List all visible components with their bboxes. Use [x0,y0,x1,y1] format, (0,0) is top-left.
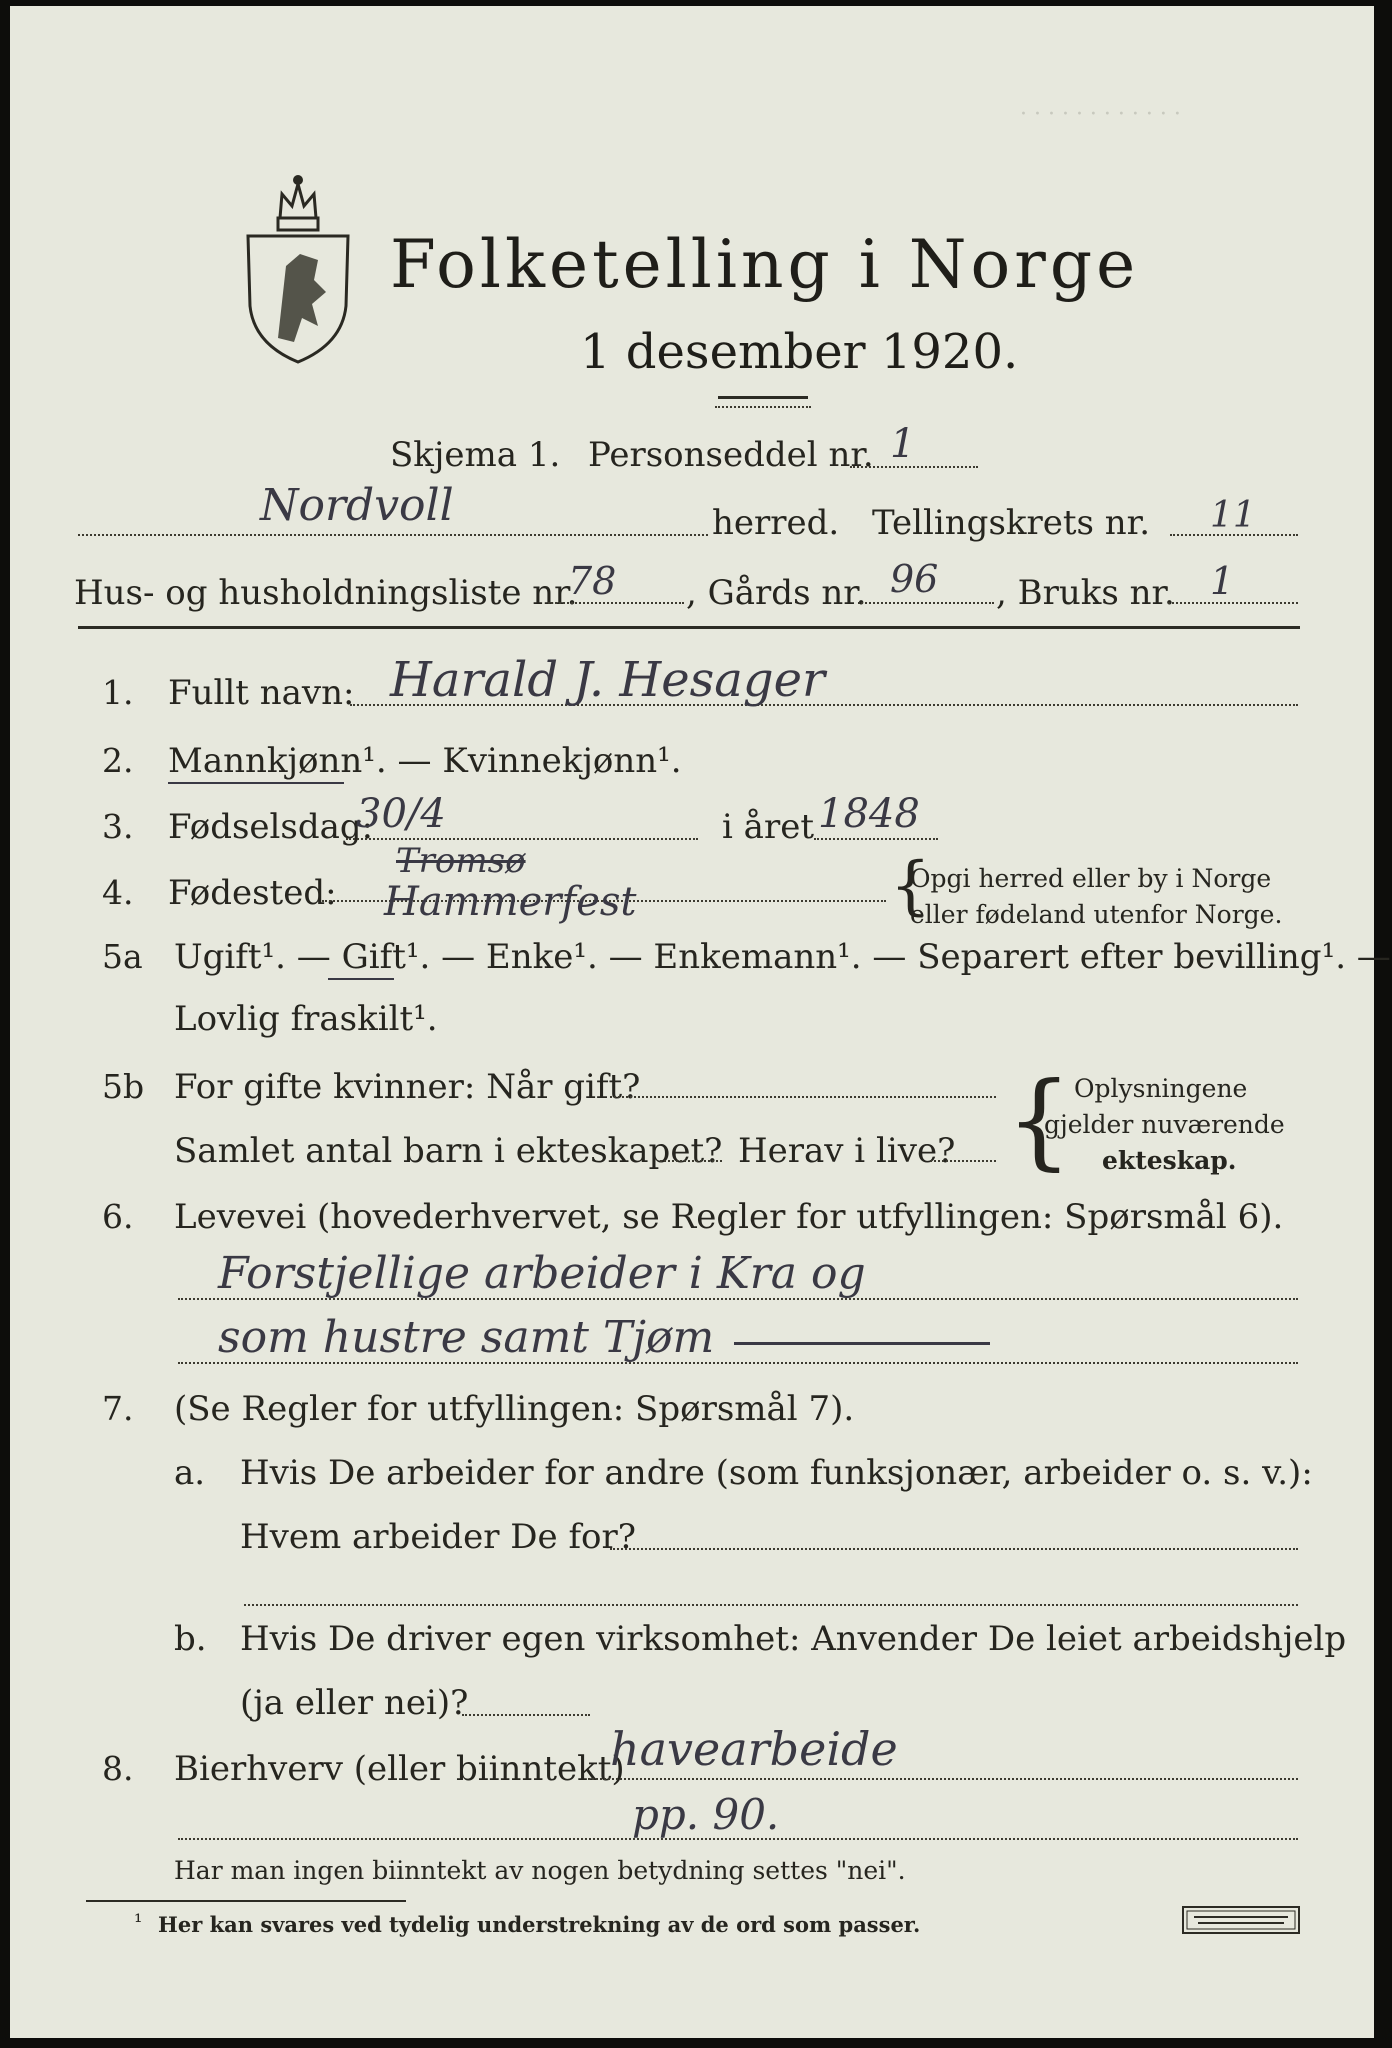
personseddel-value[interactable]: 1 [890,421,916,467]
q7b-letter: b. [174,1619,207,1659]
q7b-line1: Hvis De driver egen virksomhet: Anvender De leiet arbeidshjelp [240,1619,1347,1659]
gards-field[interactable] [858,602,994,604]
husliste-label: Hus- og husholdningsliste nr. [74,573,578,613]
birthplace-note-line1: Opgi herred eller by i Norge [910,864,1272,893]
q4-label: Fødested: [168,873,337,913]
birth-year-field[interactable] [814,838,938,840]
q7b-line2: (ja eller nei)? [240,1683,469,1723]
marriage-note-line1: Oplysningene [1074,1074,1248,1103]
herred-label: herred. [712,503,840,543]
q8-label: Bierhverv (eller biinntekt) [174,1749,625,1789]
census-date: 1 desember 1920. [580,324,1019,380]
children-alive-label: Herav i live? [738,1131,956,1171]
printer-stamp-icon [1182,1906,1300,1934]
married-when-field[interactable] [610,1096,996,1098]
form-title: Folketelling i Norge [390,226,1140,303]
census-form [10,6,1391,2038]
gards-label: , Gårds nr. [686,573,867,613]
husliste-value[interactable]: 78 [568,559,617,603]
birthplace-value[interactable]: Hammerfest [384,879,637,925]
footnote-mark: ¹ [134,1910,143,1934]
q3-label: Fødselsdag: [168,807,374,847]
employer-field[interactable] [610,1548,1298,1550]
birthplace-note-line2: eller fødeland utenfor Norge. [910,900,1283,929]
q6-label: Levevei (hovederhvervet, se Regler for utfyllingen: Spørsmål 6). [174,1197,1284,1237]
marriage-note-line3: ekteskap. [1102,1146,1237,1175]
header-divider [78,626,1300,629]
q2-number: 2. [102,741,134,780]
married-when-label: For gifte kvinner: Når gift? [174,1067,641,1107]
year-label: i året [722,807,814,847]
footnote-divider [86,1900,406,1902]
tellingskrets-label: Tellingskrets nr. [872,503,1151,543]
q8-number: 8. [102,1749,134,1788]
children-total-label: Samlet antal barn i ekteskapet? [174,1131,723,1171]
q3-number: 3. [102,807,134,846]
hired-help-field[interactable] [462,1714,590,1716]
q4-number: 4. [102,873,134,912]
occupation-value-1[interactable]: Forstjellige arbeider i Kra og [218,1248,866,1299]
side-income-field-1[interactable] [588,1778,1298,1780]
q2-options[interactable]: Mannkjønn¹. — Kvinnekjønn¹. [168,741,682,781]
marriage-note-brace: { [1006,1059,1073,1181]
q1-number: 1. [102,673,134,712]
title-divider-dots [715,406,811,408]
q7-label: (Se Regler for utfyllingen: Spørsmål 7). [174,1389,855,1429]
tellingskrets-value[interactable]: 11 [1210,495,1256,536]
employer-field-2[interactable] [244,1604,1298,1606]
birthplace-note-brace: { [890,849,931,923]
bruks-value[interactable]: 1 [1210,559,1235,603]
marital-status-options[interactable]: Ugift¹. — Gift¹. — Enke¹. — Enkemann¹. — Separert efter bevilling¹. — [174,937,1391,977]
children-total-field[interactable] [660,1160,722,1162]
skjema-label: Skjema 1. [390,435,561,475]
herred-value[interactable]: Nordvoll [260,480,454,531]
coat-of-arms-icon [238,156,358,366]
herred-field[interactable] [78,534,708,536]
q1-label: Fullt navn: [168,673,355,713]
side-income-note: Har man ingen biinntekt av nogen betydning settes "nei". [174,1856,906,1885]
occupation-value-2[interactable]: som hustre samt Tjøm [218,1312,715,1363]
birthplace-struck-value: Tromsø [396,841,526,881]
bruks-label: , Bruks nr. [996,573,1175,613]
birthday-field[interactable] [346,838,698,840]
q7a-line1: Hvis De arbeider for andre (som funksjonær, arbeider o. s. v.): [240,1453,1313,1493]
side-income-value-2[interactable]: pp. 90. [632,1790,780,1839]
marital-status-options-2[interactable]: Lovlig fraskilt¹. [174,999,438,1039]
full-name-value[interactable]: Harald J. Hesager [390,652,825,708]
mannkjonn-underline [168,782,344,784]
personseddel-label: Personseddel nr. [588,435,874,475]
title-divider [718,396,808,399]
q6-number: 6. [102,1197,134,1236]
marriage-note-line2: gjelder nuværende [1044,1110,1285,1139]
gift-underline [328,978,394,980]
show-through-text: · · · · · · · · · · · · [1020,102,1181,127]
footnote-text: Her kan svares ved tydelig understrekning av de ord som passer. [158,1912,921,1937]
birthday-value[interactable]: 30/4 [356,791,446,837]
side-income-value-1[interactable]: havearbeide [610,1722,898,1776]
children-alive-field[interactable] [930,1160,996,1162]
q7-number: 7. [102,1389,134,1428]
q7a-letter: a. [174,1453,206,1493]
q5b-number: 5b [102,1067,145,1106]
q7a-line2: Hvem arbeider De for? [240,1517,636,1557]
birth-year-value[interactable]: 1848 [818,791,920,837]
q5a-number: 5a [102,937,143,976]
gards-value[interactable]: 96 [890,557,939,601]
occupation-strikethrough [734,1342,990,1345]
